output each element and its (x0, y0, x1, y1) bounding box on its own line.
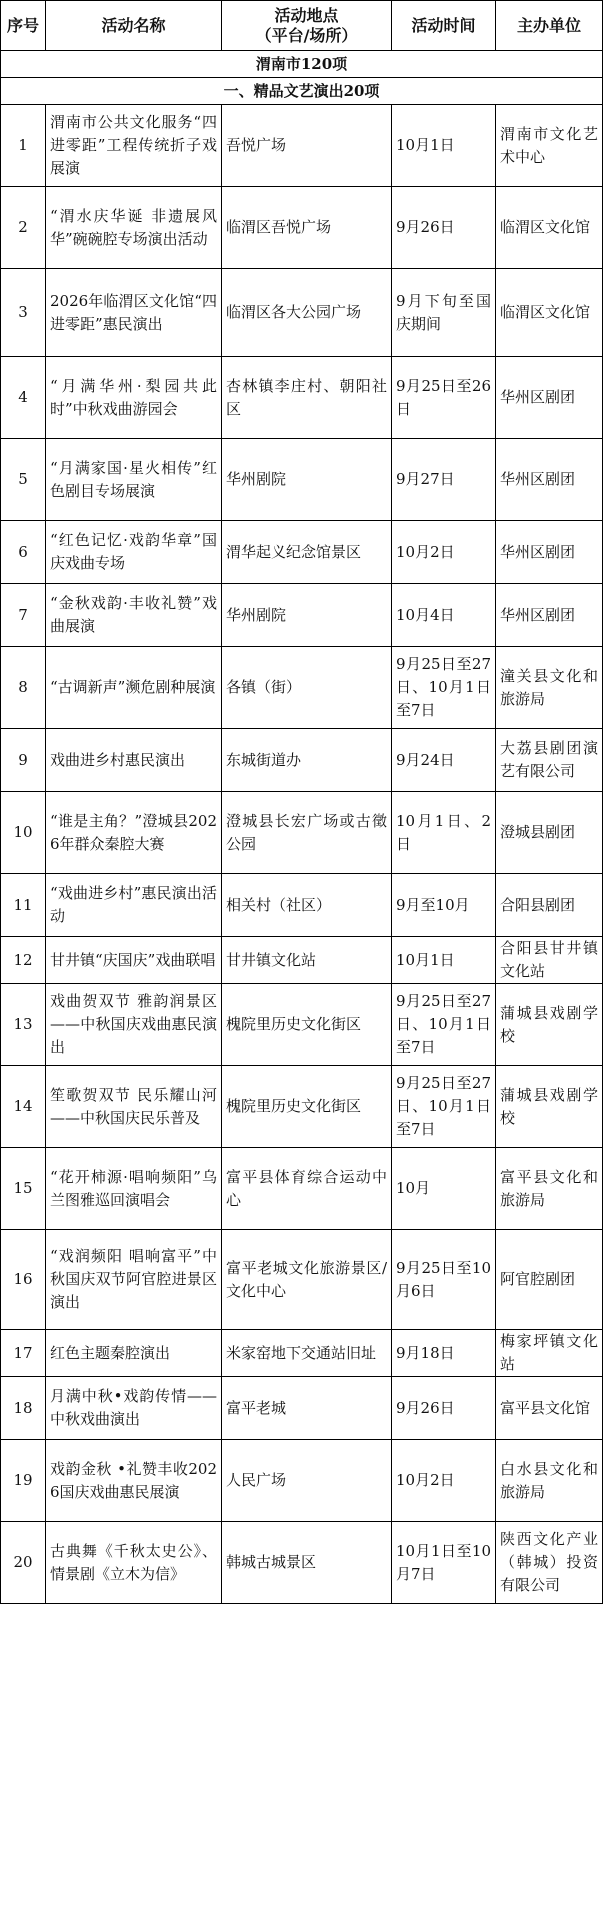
table-row (1, 1377, 603, 1440)
cell-activity-name: “渭水庆华诞 非遗展风华”碗碗腔专场演出活动 (46, 187, 222, 269)
cell-seq: 7 (1, 584, 46, 647)
table-row (1, 269, 603, 357)
cell-venue: 澄城县长宏广场或古徵公园 (222, 792, 392, 874)
cell-seq: 1 (1, 105, 46, 187)
table-row (1, 1440, 603, 1522)
cell-organizer: 华州区剧团 (496, 357, 603, 439)
cell-venue: 吾悦广场 (222, 105, 392, 187)
header-name: 活动名称 (46, 1, 222, 51)
cell-activity-name: 笙歌贺双节 民乐耀山河——中秋国庆民乐普及 (46, 1066, 222, 1148)
table-row (1, 1330, 603, 1377)
cell-venue: 人民广场 (222, 1440, 392, 1522)
cell-seq: 2 (1, 187, 46, 269)
cell-time: 9月25日至26日 (392, 357, 496, 439)
cell-time: 9月18日 (392, 1330, 496, 1377)
cell-time: 10月1日、2日 (392, 792, 496, 874)
cell-seq: 10 (1, 792, 46, 874)
cell-time: 9月25日至27日、10月1日至7日 (392, 984, 496, 1066)
table-row (1, 357, 603, 439)
cell-seq: 12 (1, 937, 46, 984)
header-venue (222, 1, 392, 51)
cell-activity-name: “戏曲进乡村”惠民演出活动 (46, 874, 222, 937)
cell-organizer: 富平县文化馆 (496, 1377, 603, 1440)
table-row (1, 1230, 603, 1330)
cell-seq: 13 (1, 984, 46, 1066)
cell-activity-name: 2026年临渭区文化馆“四进零距”惠民演出 (46, 269, 222, 357)
cell-activity-name: 戏曲进乡村惠民演出 (46, 729, 222, 792)
cell-seq: 14 (1, 1066, 46, 1148)
cell-organizer: 合阳县甘井镇文化站 (496, 937, 603, 984)
cell-venue: 各镇（街） (222, 647, 392, 729)
table-row (1, 1148, 603, 1230)
header-organizer: 主办单位 (496, 1, 603, 51)
cell-activity-name: 渭南市公共文化服务“四进零距”工程传统折子戏展演 (46, 105, 222, 187)
cell-venue: 甘井镇文化站 (222, 937, 392, 984)
city-title-row (1, 51, 603, 78)
cell-activity-name: 红色主题秦腔演出 (46, 1330, 222, 1377)
cell-venue: 东城街道办 (222, 729, 392, 792)
cell-venue: 富平县体育综合运动中心 (222, 1148, 392, 1230)
cell-seq: 4 (1, 357, 46, 439)
cell-venue: 临渭区各大公园广场 (222, 269, 392, 357)
cell-organizer: 潼关县文化和旅游局 (496, 647, 603, 729)
cell-activity-name: “金秋戏韵·丰收礼赞”戏曲展演 (46, 584, 222, 647)
cell-time: 9月25日至10月6日 (392, 1230, 496, 1330)
cell-seq: 16 (1, 1230, 46, 1330)
cell-venue: 韩城古城景区 (222, 1522, 392, 1604)
cell-time: 10月4日 (392, 584, 496, 647)
cell-venue: 相关村（社区） (222, 874, 392, 937)
header-venue-line2: （平台/场所） (255, 25, 358, 45)
cell-organizer: 蒲城县戏剧学校 (496, 984, 603, 1066)
cell-organizer: 富平县文化和旅游局 (496, 1148, 603, 1230)
cell-organizer: 阿官腔剧团 (496, 1230, 603, 1330)
header-time: 活动时间 (392, 1, 496, 51)
cell-organizer: 大荔县剧团演艺有限公司 (496, 729, 603, 792)
cell-time: 10月2日 (392, 1440, 496, 1522)
table-row (1, 1522, 603, 1604)
table-row (1, 984, 603, 1066)
cell-activity-name: 戏曲贺双节 雅韵润景区——中秋国庆戏曲惠民演出 (46, 984, 222, 1066)
table-row (1, 729, 603, 792)
cell-activity-name: “花开柿源·唱响频阳”乌兰图雅巡回演唱会 (46, 1148, 222, 1230)
cell-time: 9月24日 (392, 729, 496, 792)
cell-activity-name: “戏润频阳 唱响富平”中秋国庆双节阿官腔进景区演出 (46, 1230, 222, 1330)
cell-time: 9月25日至27日、10月1日至7日 (392, 647, 496, 729)
cell-seq: 17 (1, 1330, 46, 1377)
cell-activity-name: “古调新声”濒危剧种展演 (46, 647, 222, 729)
table-row (1, 439, 603, 521)
cell-venue: 槐院里历史文化街区 (222, 984, 392, 1066)
cell-venue: 槐院里历史文化街区 (222, 1066, 392, 1148)
cell-organizer: 澄城县剧团 (496, 792, 603, 874)
cell-time: 10月1日至10月7日 (392, 1522, 496, 1604)
cell-seq: 20 (1, 1522, 46, 1604)
cell-activity-name: “月满家国·星火相传”红色剧目专场展演 (46, 439, 222, 521)
section-title: 一、精品文艺演出20项 (1, 78, 603, 105)
cell-seq: 18 (1, 1377, 46, 1440)
table-row (1, 792, 603, 874)
cell-venue: 华州剧院 (222, 584, 392, 647)
cell-time: 9月下旬至国庆期间 (392, 269, 496, 357)
table-row (1, 105, 603, 187)
table-row (1, 1066, 603, 1148)
cell-time: 10月1日 (392, 105, 496, 187)
cell-organizer: 临渭区文化馆 (496, 187, 603, 269)
cell-venue: 临渭区吾悦广场 (222, 187, 392, 269)
cell-seq: 6 (1, 521, 46, 584)
cell-time: 10月 (392, 1148, 496, 1230)
cell-time: 9月至10月 (392, 874, 496, 937)
header-seq: 序号 (1, 1, 46, 51)
cell-activity-name: 古典舞《千秋太史公》、情景剧《立木为信》 (46, 1522, 222, 1604)
cell-activity-name: 甘井镇“庆国庆”戏曲联唱 (46, 937, 222, 984)
cell-activity-name: “红色记忆·戏韵华章”国庆戏曲专场 (46, 521, 222, 584)
city-title: 渭南市120项 (1, 51, 603, 78)
cell-seq: 8 (1, 647, 46, 729)
cell-seq: 9 (1, 729, 46, 792)
cell-organizer: 白水县文化和旅游局 (496, 1440, 603, 1522)
cell-time: 10月2日 (392, 521, 496, 584)
cell-activity-name: 戏韵金秋 •礼赞丰收2026国庆戏曲惠民展演 (46, 1440, 222, 1522)
cell-organizer: 蒲城县戏剧学校 (496, 1066, 603, 1148)
cell-time: 10月1日 (392, 937, 496, 984)
cell-venue: 渭华起义纪念馆景区 (222, 521, 392, 584)
header-venue-line1: 活动地点 (274, 5, 339, 25)
cell-organizer: 陕西文化产业（韩城）投资有限公司 (496, 1522, 603, 1604)
section-title-row (1, 78, 603, 105)
table-row (1, 647, 603, 729)
cell-activity-name: “谁是主角？”澄城县2026年群众秦腔大赛 (46, 792, 222, 874)
cell-activity-name: 月满中秋•戏韵传情——中秋戏曲演出 (46, 1377, 222, 1440)
cell-time: 9月25日至27日、10月1日至7日 (392, 1066, 496, 1148)
cell-seq: 3 (1, 269, 46, 357)
cell-organizer: 华州区剧团 (496, 439, 603, 521)
cell-organizer: 临渭区文化馆 (496, 269, 603, 357)
cell-activity-name: “月满华州·梨园共此时”中秋戏曲游园会 (46, 357, 222, 439)
table-row (1, 874, 603, 937)
cell-venue: 米家窑地下交通站旧址 (222, 1330, 392, 1377)
cell-venue: 杏林镇李庄村、朝阳社区 (222, 357, 392, 439)
cell-time: 9月26日 (392, 1377, 496, 1440)
cell-time: 9月26日 (392, 187, 496, 269)
cell-organizer: 华州区剧团 (496, 521, 603, 584)
table-row (1, 521, 603, 584)
cell-venue: 富平老城文化旅游景区/文化中心 (222, 1230, 392, 1330)
cell-organizer: 合阳县剧团 (496, 874, 603, 937)
cell-time: 9月27日 (392, 439, 496, 521)
cell-seq: 19 (1, 1440, 46, 1522)
cell-seq: 15 (1, 1148, 46, 1230)
cell-seq: 11 (1, 874, 46, 937)
cell-organizer: 华州区剧团 (496, 584, 603, 647)
cell-venue: 华州剧院 (222, 439, 392, 521)
cell-venue: 富平老城 (222, 1377, 392, 1440)
cell-organizer: 梅家坪镇文化站 (496, 1330, 603, 1377)
table-row (1, 937, 603, 984)
table-row (1, 584, 603, 647)
table-row (1, 187, 603, 269)
cell-seq: 5 (1, 439, 46, 521)
cell-organizer: 渭南市文化艺术中心 (496, 105, 603, 187)
table-header-row (1, 1, 603, 51)
